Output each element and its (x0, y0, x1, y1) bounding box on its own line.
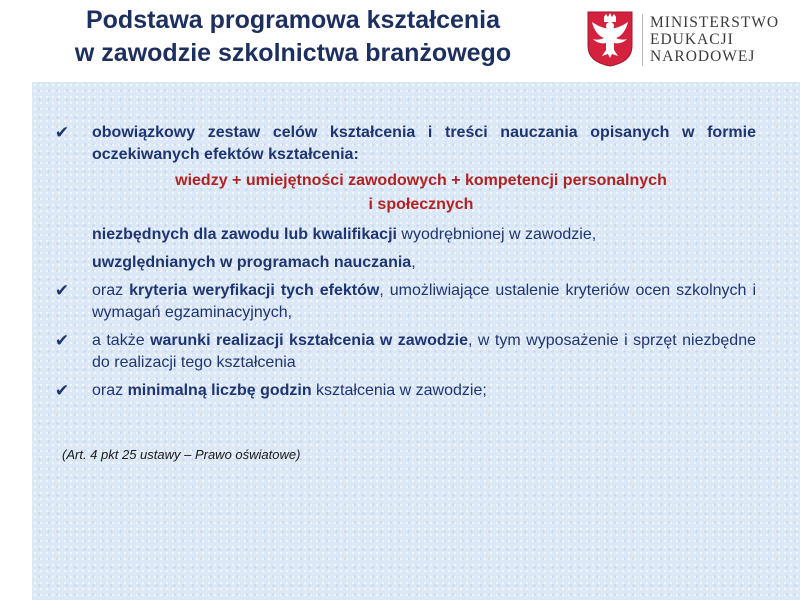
content-panel (32, 82, 800, 600)
item-4-pre: oraz (92, 382, 128, 399)
ministry-name-line-1: MINISTERSTWO (650, 14, 780, 31)
header (0, 0, 800, 82)
ministry-name-line-2: EDUKACJI (650, 31, 734, 48)
ministry-name (650, 14, 779, 65)
list-item (32, 380, 800, 402)
item-3-rest: , w tym wyposażenie i sprzęt niezbędne do realizacji tego kształcenia (92, 332, 756, 371)
page-title (8, 4, 578, 70)
highlight-line-2: i społecznych (368, 196, 474, 213)
title-line-1: Podstawa programowa kształcenia (85, 6, 501, 34)
item-4-bold: minimalną liczbę godzin (127, 382, 312, 399)
item-2-bold: kryteria weryfikacji tych efektów (129, 282, 380, 299)
sub-item-1-rest: wyodrębnionej w zawodzie, (396, 226, 597, 243)
title-line-2: w zawodzie szkolnictwa branżowego (74, 39, 512, 67)
logo-divider (642, 14, 643, 66)
check-icon: ✔ (54, 123, 70, 142)
item-3-bold: warunki realizacji kształcenia w zawodzie (150, 332, 469, 349)
sub-item-2-rest: , (411, 254, 416, 271)
check-icon: ✔ (54, 331, 70, 350)
list-item (32, 224, 800, 246)
list-item (32, 330, 800, 374)
sub-item-2-bold: uwzględnianych w programach nauczania (92, 254, 412, 271)
list-item (32, 252, 800, 274)
sub-item-1-bold: niezbędnych dla zawodu lub kwalifikacji (92, 226, 397, 243)
highlight-line-1: wiedzy + umiejętności zawodowych + kompetencji personalnych (175, 172, 667, 189)
item-2-rest: , umożliwiające ustalenie kryteriów ocen szkolnych i wymagań egzaminacyjnych, (92, 282, 756, 321)
content-body (32, 122, 800, 408)
list-item (32, 280, 800, 324)
ministry-name-line-3: NARODOWEJ (650, 48, 756, 65)
check-icon: ✔ (54, 381, 70, 400)
list-item (32, 122, 800, 166)
item-4-rest: kształcenia w zawodzie; (311, 382, 487, 399)
legal-citation: (Art. 4 pkt 25 ustawy – Prawo oświatowe) (62, 447, 301, 462)
item-2-pre: oraz (92, 282, 130, 299)
eagle-emblem-icon (586, 10, 634, 68)
item-1-text: obowiązkowy zestaw celów kształcenia i treści nauczania opisanych w formie oczekiwanych efektów kształcenia: (92, 124, 756, 163)
ministry-logo (586, 10, 796, 70)
item-3-pre: a także (92, 332, 151, 349)
check-icon: ✔ (54, 281, 70, 300)
